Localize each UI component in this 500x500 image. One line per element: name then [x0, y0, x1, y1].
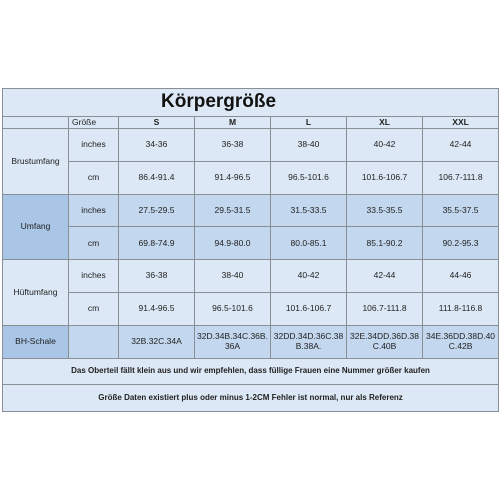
unit-cm: cm — [69, 161, 119, 194]
table-cell: 94.9-80.0 — [195, 227, 271, 260]
table-cell: 40-42 — [347, 128, 423, 161]
unit-inches: inches — [69, 194, 119, 227]
size-header-s: S — [119, 116, 195, 128]
table-cell: 96.5-101.6 — [195, 293, 271, 326]
note-tolerance: Größe Daten existiert plus oder minus 1-2CM Fehler ist normal, nur als Referenz — [3, 385, 499, 412]
unit-inches: inches — [69, 260, 119, 293]
table-cell: 96.5-101.6 — [271, 161, 347, 194]
table-cell: 86.4-91.4 — [119, 161, 195, 194]
table-cell: 40-42 — [271, 260, 347, 293]
table-cell: 101.6-106.7 — [347, 161, 423, 194]
table-cell: 69.8-74.9 — [119, 227, 195, 260]
note-fit: Das Oberteil fällt klein aus und wir empfehlen, dass füllige Frauen eine Nummer größer kaufen — [3, 358, 499, 385]
table-cell: 91.4-96.5 — [195, 161, 271, 194]
table-cell: 101.6-106.7 — [271, 293, 347, 326]
table-cell: 106.7-111.8 — [423, 161, 499, 194]
table-cell: 34E.36DD.38D.40C.42B — [423, 325, 499, 358]
table-cell: 80.0-85.1 — [271, 227, 347, 260]
table-cell: 34-36 — [119, 128, 195, 161]
table-cell: 29.5-31.5 — [195, 194, 271, 227]
table-cell: 42-44 — [423, 128, 499, 161]
table-cell: 42-44 — [347, 260, 423, 293]
row-label-hueftumfang: Hüftumfang — [3, 260, 69, 326]
table-cell: 85.1-90.2 — [347, 227, 423, 260]
table-cell: 36-38 — [195, 128, 271, 161]
row-label-brustumfang: Brustumfang — [3, 128, 69, 194]
unit-inches: inches — [69, 128, 119, 161]
row-label-bh-schale: BH-Schale — [3, 325, 69, 358]
size-header-xl: XL — [347, 116, 423, 128]
table-cell: 38-40 — [195, 260, 271, 293]
row-label-umfang: Umfang — [3, 194, 69, 260]
table-cell: 32DD.34D.36C.38B.38A. — [271, 325, 347, 358]
size-header-m: M — [195, 116, 271, 128]
table-cell: 32B.32C.34A — [119, 325, 195, 358]
table-cell: 106.7-111.8 — [347, 293, 423, 326]
unit-cm: cm — [69, 293, 119, 326]
table-cell: 35.5-37.5 — [423, 194, 499, 227]
chart-title: Körpergröße — [3, 89, 499, 117]
table-cell: 91.4-96.5 — [119, 293, 195, 326]
size-header-label: Größe — [69, 116, 119, 128]
size-header-l: L — [271, 116, 347, 128]
table-cell: 27.5-29.5 — [119, 194, 195, 227]
table-cell: 33.5-35.5 — [347, 194, 423, 227]
table-cell: 31.5-33.5 — [271, 194, 347, 227]
table-cell: 32E.34DD.36D.38C.40B — [347, 325, 423, 358]
size-chart-table — [2, 88, 499, 412]
blank-cell — [69, 325, 119, 358]
size-header-xxl: XXL — [423, 116, 499, 128]
table-cell: 38-40 — [271, 128, 347, 161]
table-cell: 44-46 — [423, 260, 499, 293]
table-cell: 36-38 — [119, 260, 195, 293]
table-cell: 32D.34B.34C.36B.36A — [195, 325, 271, 358]
table-cell: 111.8-116.8 — [423, 293, 499, 326]
corner-cell — [3, 116, 69, 128]
unit-cm: cm — [69, 227, 119, 260]
table-cell: 90.2-95.3 — [423, 227, 499, 260]
